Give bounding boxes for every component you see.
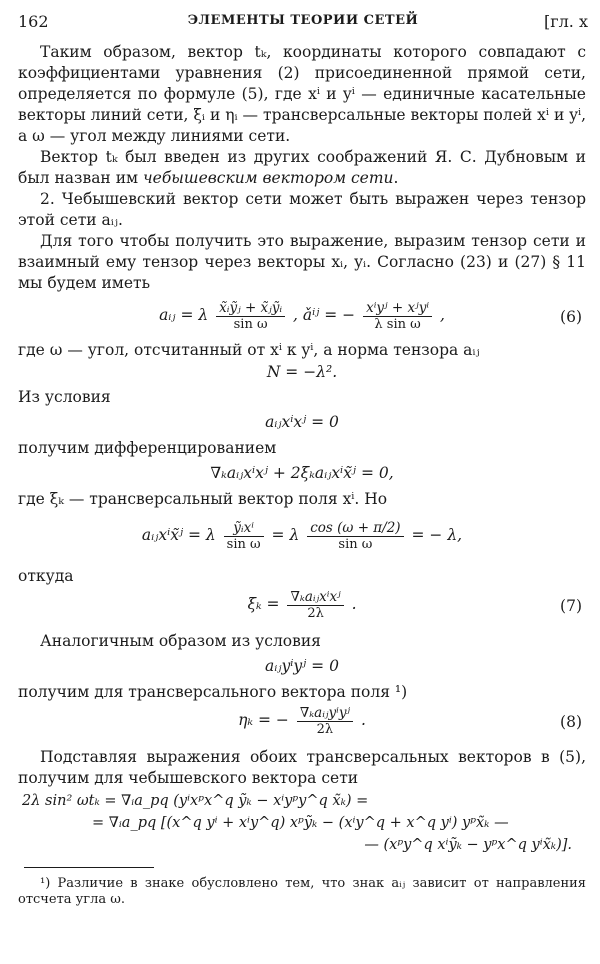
denominator: 2λ	[307, 606, 324, 621]
formula-body: = ∇ᵢa_pq [(x^q yⁱ + xⁱy^q) xᵖỹₖ − (xⁱy^q + x^q yⁱ) yᵖx̃ₖ —	[92, 815, 509, 831]
denominator: sin ω	[226, 537, 261, 552]
formula-body: N = −λ².	[266, 363, 338, 381]
denominator: sin ω	[233, 317, 268, 332]
fraction	[216, 300, 285, 332]
formula-condition-1	[18, 408, 586, 438]
formula-part: ηₖ = −	[238, 711, 289, 729]
paragraph: 2. Чебышевский вектор сети может быть выражен через тензор этой сети aᵢⱼ.	[18, 190, 586, 229]
footnote-divider	[24, 867, 154, 868]
fraction	[287, 589, 343, 621]
formula-body	[18, 705, 586, 737]
formula-norm	[18, 361, 586, 387]
formula-part: aᵢⱼxⁱx̃ʲ = λ	[141, 526, 216, 544]
paragraph: Таким образом, вектор tₖ, координаты которого совпадают с коэффициентами уравнения (2) присоединенной прямой сети, определяется по формуле (5), где xⁱ и yⁱ — единичные касательные векторы линий сети, ξᵢ и ηᵢ — трансверсальные векторы полей xⁱ и yⁱ, а ω — угол между линиями сети.	[18, 43, 586, 145]
paragraph-text: Вектор tₖ был введен из других соображений Я. С. Дубновым и был назван им	[18, 148, 586, 187]
denominator: λ sin ω	[374, 317, 421, 332]
equation-number: (8)	[560, 713, 582, 731]
formula-body	[18, 589, 586, 621]
formula-chebyshev-line-1	[18, 789, 586, 813]
fraction	[363, 300, 432, 332]
page-body	[18, 42, 586, 908]
running-header	[18, 12, 588, 36]
running-title: ЭЛЕМЕНТЫ ТЕОРИИ СЕТЕЙ	[187, 13, 419, 28]
numerator: xⁱyʲ + xʲyⁱ	[363, 300, 432, 317]
paragraph: Для того чтобы получить это выражение, выразим тензор сети и взаимный ему тензор через векторы xᵢ, yᵢ. Согласно (23) и (27) § 11 мы будем иметь	[18, 232, 586, 292]
paragraph: Из условия	[18, 388, 111, 406]
formula-body: ∇ₖaᵢⱼxⁱxʲ + 2ξₖaᵢⱼxⁱx̃ʲ = 0,	[210, 464, 394, 482]
numerator: cos (ω + π/2)	[307, 520, 403, 537]
formula-part: ξₖ =	[247, 595, 280, 613]
numerator: ỹᵢxⁱ	[224, 520, 264, 537]
page-number: 162	[18, 12, 49, 31]
numerator: ∇ₖaᵢⱼyⁱyʲ	[297, 705, 353, 722]
formula-body: 2λ sin² ωtₖ = ∇ᵢa_pq (yⁱxᵖx^q ỹₖ − xⁱyᵖy^q x̃ₖ) =	[22, 793, 369, 809]
denominator: sin ω	[338, 537, 373, 552]
paragraph	[18, 147, 586, 189]
fraction	[297, 705, 353, 737]
formula-part: ,	[439, 306, 445, 324]
emphasis-term: чебышевским вектором сети	[143, 169, 394, 187]
formula-chebyshev-line-3	[18, 837, 586, 861]
formula-body: aᵢⱼyⁱyʲ = 0	[265, 657, 339, 675]
denominator: 2λ	[316, 722, 334, 737]
formula-body: — (xᵖy^q xⁱỹₖ − yᵖx^q yⁱx̃ₖ)].	[364, 837, 572, 853]
formula-body: aᵢⱼxⁱxʲ = 0	[265, 413, 339, 431]
paragraph: откуда	[18, 567, 74, 585]
paragraph: где ξₖ — трансверсальный вектор поля xⁱ. Но	[18, 490, 388, 508]
paragraph: получим дифференцированием	[18, 439, 277, 457]
numerator: ∇ₖaᵢⱼxⁱxʲ	[287, 589, 343, 606]
formula-8	[18, 703, 586, 747]
paragraph: Аналогичным образом из условия	[40, 632, 321, 650]
formula-body	[18, 300, 586, 332]
paragraph: Подставляя выражения обоих трансверсальных векторов в (5), получим для чебышевского вектора сети	[18, 748, 586, 787]
footnote: ¹) Различие в знаке обусловлено тем, что знак aᵢⱼ зависит от направления отсчета угла ω.	[18, 876, 586, 907]
equation-number: (7)	[560, 597, 582, 615]
formula-chebyshev-line-2	[18, 813, 586, 837]
formula-6	[18, 294, 586, 340]
formula-7	[18, 587, 586, 631]
formula-part: = λ	[271, 526, 300, 544]
formula-part: .	[351, 595, 357, 613]
paragraph-text: .	[393, 169, 399, 187]
chapter-marker: [гл. x	[544, 12, 588, 31]
numerator: x̃ᵢỹⱼ + x̃ⱼỹᵢ	[216, 300, 285, 317]
formula-part: , ǎⁱʲ = −	[293, 306, 356, 324]
fraction	[224, 520, 264, 552]
equation-number: (6)	[560, 308, 582, 326]
paragraph: получим для трансверсального вектора поля ¹)	[18, 683, 408, 701]
fraction	[307, 520, 403, 552]
formula-condition-2	[18, 652, 586, 682]
formula-part: .	[360, 711, 366, 729]
formula-cos	[18, 510, 586, 566]
formula-part: aᵢⱼ = λ	[159, 306, 209, 324]
paragraph: где ω — угол, отсчитанный от xⁱ к yⁱ, а норма тензора aᵢⱼ	[18, 341, 480, 359]
formula-part: = − λ,	[411, 526, 463, 544]
formula-differentiation	[18, 459, 586, 489]
formula-body	[18, 520, 586, 552]
